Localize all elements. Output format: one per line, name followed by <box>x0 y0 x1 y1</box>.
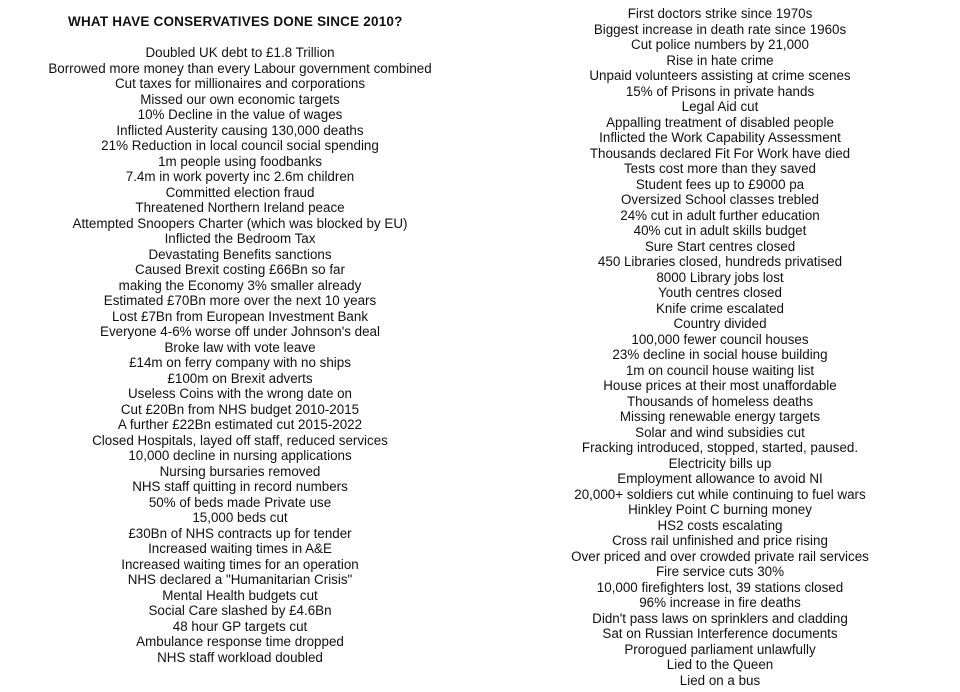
list-item: Legal Aid cut <box>681 99 759 114</box>
list-item: Fracking introduced, stopped, started, paused. <box>581 440 859 455</box>
list-item: Cross rail unfinished and price rising <box>612 533 828 548</box>
list-item: Solar and wind subsidies cut <box>635 424 805 440</box>
list-item: 10,000 decline in nursing applications <box>128 448 352 463</box>
list-item: £14m on ferry company with no ships <box>129 355 351 370</box>
list-item: Inflicted Austerity causing 130,000 deaths <box>116 122 364 138</box>
list-item: Electricity bills up <box>668 455 772 471</box>
list-item: Prorogued parliament unlawfully <box>624 641 816 657</box>
list-item: 96% increase in fire deaths <box>639 595 801 610</box>
list-item: 24% cut in adult further education <box>620 207 820 223</box>
list-item: Attempted Snoopers Charter (which was blocked by EU) <box>72 215 408 231</box>
list-item: Tests cost more than they saved <box>623 161 817 176</box>
right-item-list <box>480 6 960 688</box>
list-item: 40% cut in adult skills budget <box>633 223 807 238</box>
list-item: Missed our own economic targets <box>140 91 340 107</box>
list-item: 23% decline in social house building <box>612 347 828 362</box>
list-item: 20,000+ soldiers cut while continuing to fuel wars <box>574 486 866 502</box>
list-item: Mental Health budgets cut <box>162 587 318 603</box>
list-item: Unpaid volunteers assisting at crime scenes <box>589 68 851 83</box>
list-item: 8000 Library jobs lost <box>656 269 784 285</box>
list-item: Inflicted the Bedroom Tax <box>164 231 316 246</box>
list-item: House prices at their most unaffordable <box>603 378 837 393</box>
list-item: Oversized School classes trebled <box>621 192 819 207</box>
list-item: HS2 costs escalating <box>657 517 783 533</box>
list-item: First doctors strike since 1970s <box>627 6 813 21</box>
list-item: Thousands of homeless deaths <box>626 393 814 409</box>
list-item: 7.4m in work poverty inc 2.6m children <box>125 169 355 184</box>
list-item: 15,000 beds cut <box>192 510 288 525</box>
list-item: Cut taxes for millionaires and corporations <box>114 76 366 91</box>
list-item: Everyone 4-6% worse off under Johnson's deal <box>100 324 380 339</box>
list-item: Student fees up to £9000 pa <box>635 176 805 192</box>
list-item: Appalling treatment of disabled people <box>606 114 834 130</box>
list-item: 450 Libraries closed, hundreds privatised <box>597 254 843 269</box>
list-item: Doubled UK debt to £1.8 Trillion <box>145 45 335 60</box>
list-item: making the Economy 3% smaller already <box>118 277 362 293</box>
list-item: Rise in hate crime <box>666 52 774 68</box>
list-item: Cut £20Bn from NHS budget 2010-2015 <box>120 401 360 417</box>
list-item: A further £22Bn estimated cut 2015-2022 <box>117 417 363 432</box>
list-item: Broke law with vote leave <box>164 339 316 355</box>
list-item: 100,000 fewer council houses <box>631 331 809 347</box>
list-item: Devastating Benefits sanctions <box>148 246 332 262</box>
list-item: Knife crime escalated <box>655 300 784 316</box>
list-item: Thousands declared Fit For Work have died <box>589 145 851 161</box>
list-item: Useless Coins with the wrong date on <box>127 386 353 401</box>
list-item: £30Bn of NHS contracts up for tender <box>128 525 352 541</box>
list-item: Increased waiting times in A&E <box>148 541 332 556</box>
list-item: Nursing bursaries removed <box>159 463 321 479</box>
list-item: Borrowed more money than every Labour government combined <box>48 60 432 76</box>
list-item: 1m people using foodbanks <box>158 153 322 169</box>
list-item: NHS declared a "Humanitarian Crisis" <box>127 572 353 587</box>
list-item: Hinkley Point C burning money <box>628 502 812 517</box>
list-item: Country divided <box>673 316 767 331</box>
list-item: Committed election fraud <box>165 184 315 200</box>
list-item: Inflicted the Work Capability Assessment <box>599 130 841 145</box>
list-item: Increased waiting times for an operation <box>121 556 359 572</box>
list-item: Sat on Russian Interference documents <box>602 626 838 641</box>
list-item: Estimated £70Bn more over the next 10 years <box>103 293 377 308</box>
left-item-list <box>0 45 480 665</box>
list-item: Biggest increase in death rate since 1960s <box>593 21 847 37</box>
list-item: Social Care slashed by £4.6Bn <box>148 603 332 618</box>
list-item: 1m on council house waiting list <box>625 362 815 378</box>
list-item: Lost £7Bn from European Investment Bank <box>111 308 369 324</box>
list-item: Sure Start centres closed <box>644 238 796 254</box>
list-item: 10,000 firefighters lost, 39 stations closed <box>596 579 844 595</box>
list-item: 10% Decline in the value of wages <box>137 107 343 122</box>
list-item: 50% of beds made Private use <box>148 494 332 510</box>
page-title: WHAT HAVE CONSERVATIVES DONE SINCE 2010? <box>68 14 403 29</box>
list-item: NHS staff workload doubled <box>157 649 323 665</box>
list-item: Lied on a bus <box>679 672 761 688</box>
list-item: NHS staff quitting in record numbers <box>132 479 348 494</box>
list-item: Employment allowance to avoid NI <box>617 471 823 486</box>
list-item: 21% Reduction in local council social spending <box>101 138 379 153</box>
list-item: £100m on Brexit adverts <box>167 370 313 386</box>
list-item: Fire service cuts 30% <box>656 564 784 579</box>
list-item: Didn't pass laws on sprinklers and cladding <box>592 610 848 626</box>
list-item: Caused Brexit costing £66Bn so far <box>135 262 345 277</box>
list-item: Cut police numbers by 21,000 <box>631 37 809 52</box>
list-item: Youth centres closed <box>658 285 782 300</box>
list-item: Over priced and over crowded private rail services <box>571 548 869 564</box>
list-item: Threatened Northern Ireland peace <box>135 200 345 215</box>
list-item: Closed Hospitals, layed off staff, reduced services <box>92 432 388 448</box>
list-item: 48 hour GP targets cut <box>172 618 308 634</box>
list-item: Missing renewable energy targets <box>619 409 821 424</box>
list-item: Ambulance response time dropped <box>136 634 344 649</box>
list-item: 15% of Prisons in private hands <box>625 83 815 99</box>
list-item: Lied to the Queen <box>666 657 774 672</box>
